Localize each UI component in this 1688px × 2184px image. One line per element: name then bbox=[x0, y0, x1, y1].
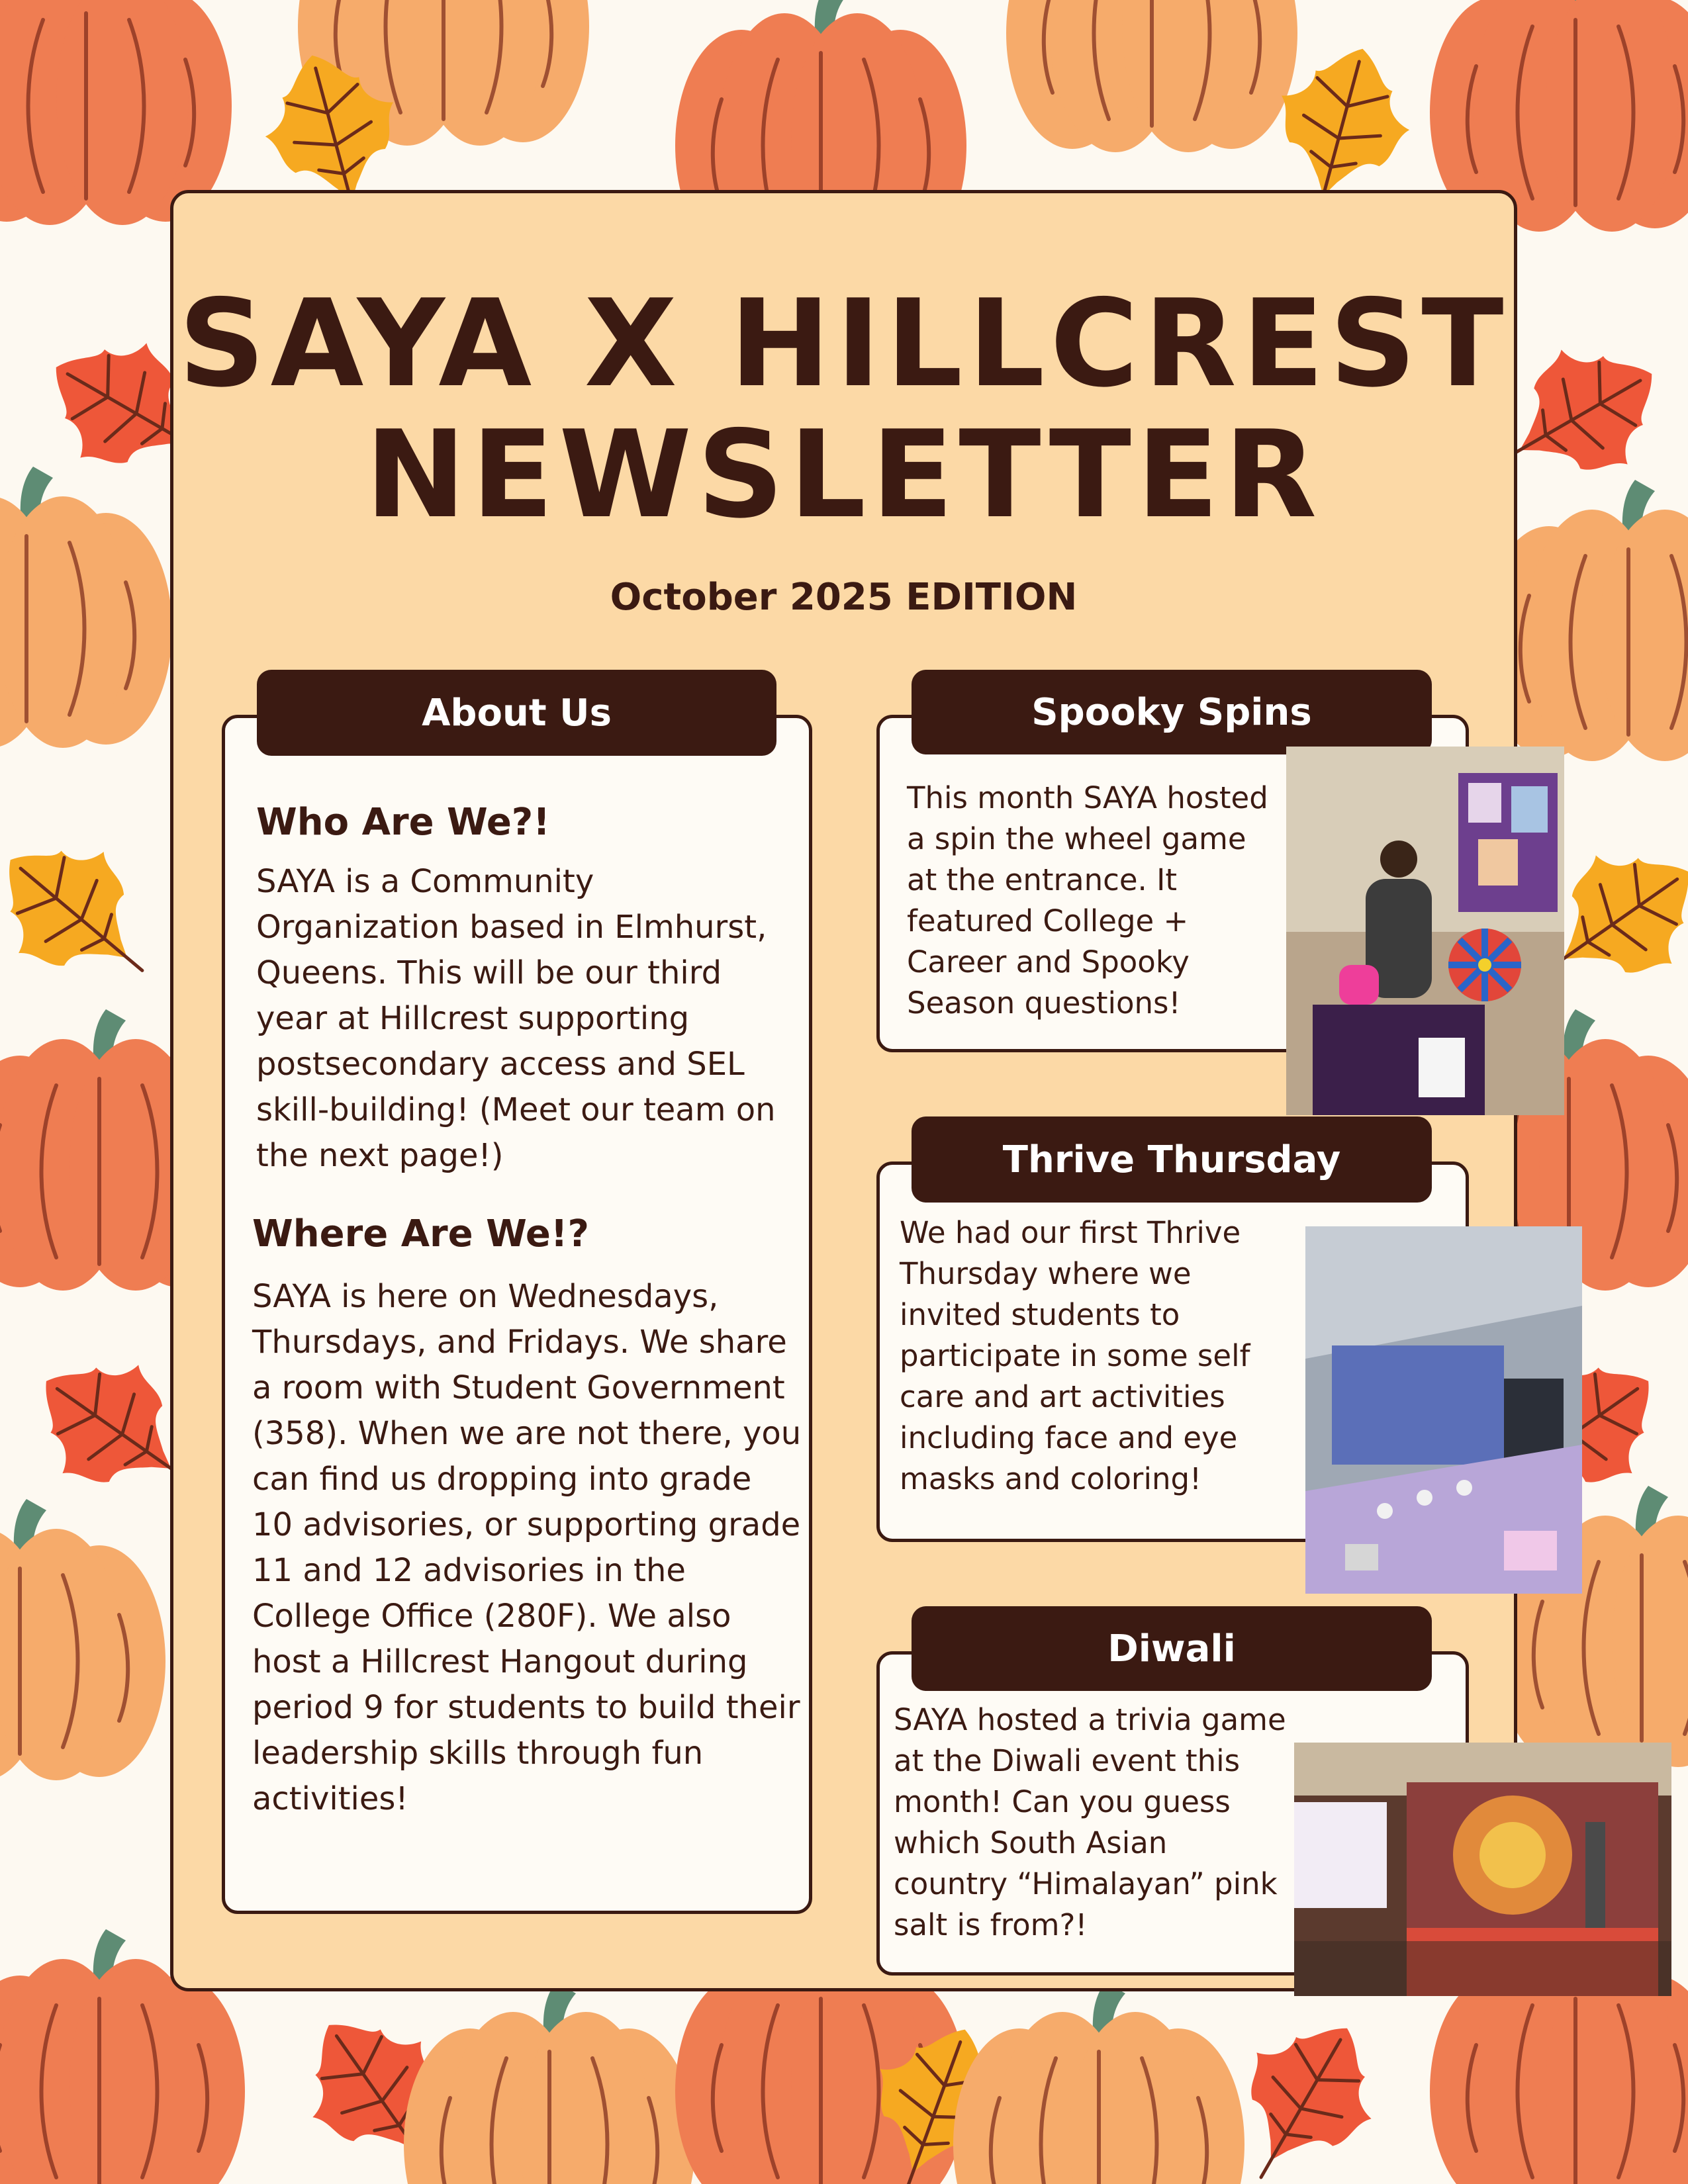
about-us-heading: About Us bbox=[257, 670, 776, 756]
spooky-spins-heading: Spooky Spins bbox=[912, 670, 1432, 754]
where-are-we-text: SAYA is here on Wednesdays, Thursdays, and Fridays. We share a room with Student Government (358). When we are not there, you can find us dropping into grade 10 advisories, or supporting grade 11 and 12 advisories in the College Office (280F). We also host a Hillcrest Hangout during period 9 for students to build their leadership skills through fun activities! bbox=[252, 1278, 802, 1817]
thrive-thursday-heading: Thrive Thursday bbox=[912, 1116, 1432, 1203]
diwali-heading: Diwali bbox=[912, 1606, 1432, 1691]
spooky-spins-text: This month SAYA hosted a spin the wheel game at the entrance. It featured College + Career and Spooky Season questions! bbox=[907, 780, 1268, 1021]
thrive-thursday-text: We had our first Thrive Thursday where we invited students to participate in some self care and art activities including face and eye masks and coloring! bbox=[900, 1215, 1250, 1496]
thrive-thursday-photo bbox=[1305, 1226, 1582, 1594]
title-line-2: NEWSLETTER bbox=[365, 404, 1323, 545]
diwali-photo bbox=[1294, 1743, 1671, 1996]
who-are-we-text: SAYA is a Community Organization based in Elmhurst, Queens. This will be our third year at Hillcrest supporting postsecondary access and SEL skill-building! (Meet our team on the next page!) bbox=[256, 863, 776, 1174]
newsletter-title bbox=[170, 273, 1517, 545]
spooky-spins-photo bbox=[1286, 747, 1564, 1115]
edition-label: October 2025 EDITION bbox=[610, 576, 1078, 619]
who-are-we-heading: Who Are We?! bbox=[256, 801, 550, 844]
title-line-1: SAYA X HILLCREST bbox=[178, 273, 1509, 414]
where-are-we-heading: Where Are We!? bbox=[252, 1212, 589, 1255]
diwali-text: SAYA hosted a trivia game at the Diwali event this month! Can you guess which South Asian country “Himalayan” pink salt is from?! bbox=[894, 1702, 1286, 1942]
